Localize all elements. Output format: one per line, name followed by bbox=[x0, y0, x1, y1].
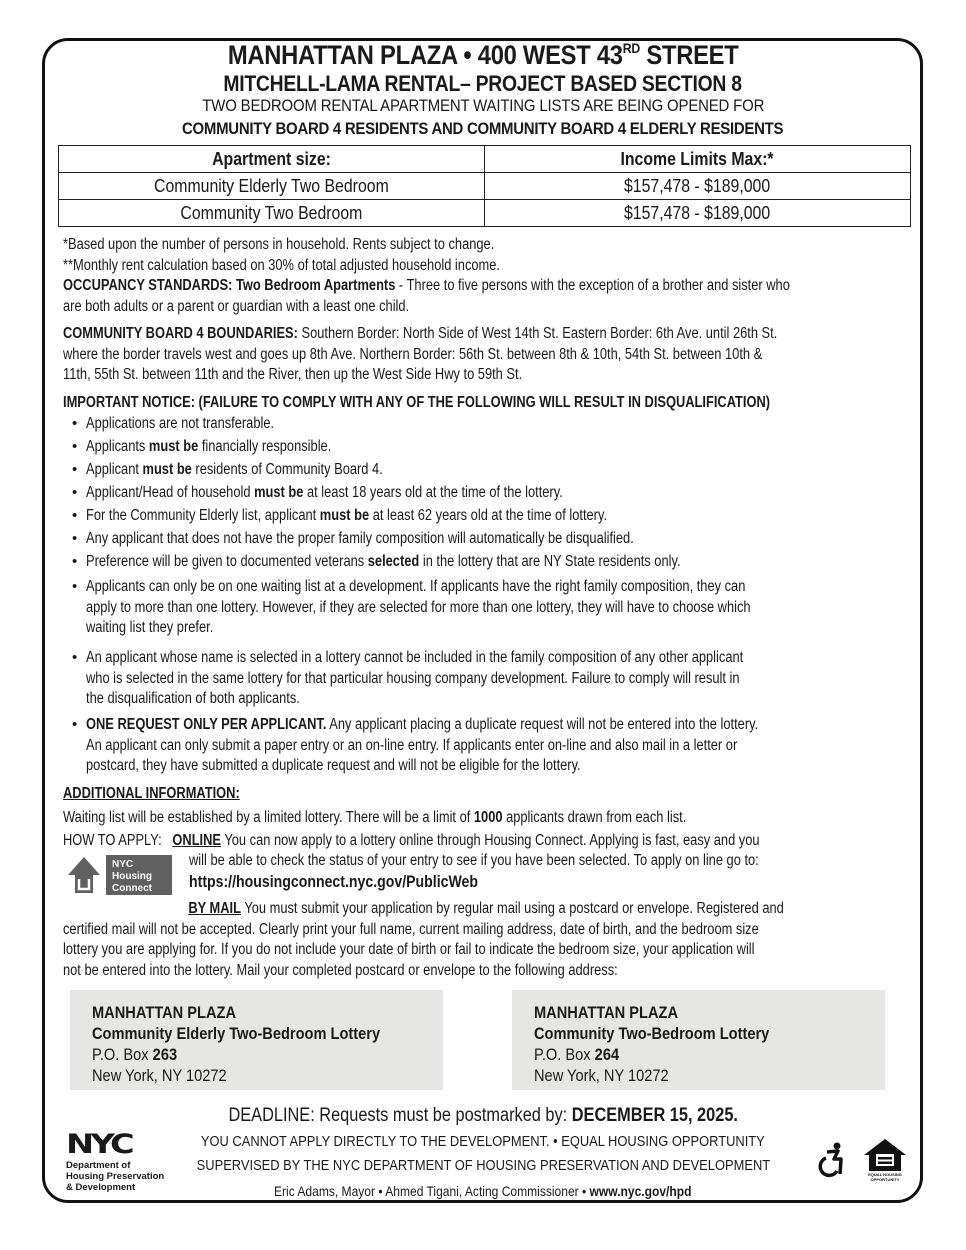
table-row bbox=[59, 200, 911, 227]
svg-text:NYC: NYC bbox=[112, 859, 134, 870]
table-cell: Community Elderly Two Bedroom bbox=[59, 173, 485, 200]
address-name: MANHATTAN PLAZA bbox=[92, 1003, 237, 1022]
hpd-website-link[interactable]: www.nyc.gov/hpd bbox=[589, 1183, 692, 1199]
list-item: • An applicant whose name is selected in a lottery cannot be included in the family composition of any other applicant who is selected in the same lottery for that particular housing company development. Failure to comply will result in the disqualification of both applicants. bbox=[72, 648, 902, 715]
table-row bbox=[59, 173, 911, 200]
online-label: ONLINE bbox=[172, 832, 222, 849]
table-header-row bbox=[59, 146, 911, 173]
nyc-hpd-logo: NYC Department of Housing Preservation & Development bbox=[66, 1128, 165, 1193]
address-lottery: Community Two-Bedroom Lottery bbox=[534, 1024, 770, 1043]
important-notice-heading: IMPORTANT NOTICE: (FAILURE TO COMPLY WITH ANY OF THE FOLLOWING WILL RESULT IN DISQUALIFICATION) bbox=[63, 394, 771, 411]
boundaries-line: COMMUNITY BOARD 4 BOUNDARIES: Southern Border: North Side of West 14th St. Eastern Border: 6th Ave. until 26th St. bbox=[63, 325, 778, 342]
accessibility-icon bbox=[818, 1142, 848, 1178]
by-mail-label: BY MAIL bbox=[188, 900, 241, 917]
footnote-income: *Based upon the number of persons in household. Rents subject to change. bbox=[63, 236, 495, 253]
audience-line: COMMUNITY BOARD 4 RESIDENTS AND COMMUNITY BOARD 4 ELDERLY RESIDENTS bbox=[182, 119, 784, 138]
address-box-elderly bbox=[70, 990, 443, 1090]
address-lottery: Community Elderly Two-Bedroom Lottery bbox=[92, 1024, 381, 1043]
housing-connect-link[interactable]: https://housingconnect.nyc.gov/PublicWeb bbox=[189, 871, 479, 891]
list-item: • Any applicant that does not have the proper family composition will automatically be disqualified. bbox=[72, 529, 902, 552]
page-title: MANHATTAN PLAZA • 400 WEST 43RD STREET bbox=[227, 40, 739, 70]
officials-line: Eric Adams, Mayor • Ahmed Tigani, Acting Commissioner • www.nyc.gov/hpd bbox=[274, 1183, 692, 1199]
deadline: DEADLINE: Requests must be postmarked by: DECEMBER 15, 2025. bbox=[228, 1105, 738, 1126]
list-item: • Applications are not transferable. bbox=[72, 414, 902, 437]
boundaries-section bbox=[63, 324, 903, 386]
equal-housing-opportunity-icon bbox=[862, 1137, 908, 1183]
housing-connect-logo bbox=[66, 853, 174, 897]
address-box-community bbox=[512, 990, 885, 1090]
list-item: • Applicant must be residents of Community Board 4. bbox=[72, 460, 902, 483]
notes-section bbox=[63, 235, 903, 317]
boundaries-line: 11th, 55th St. between 11th and the River, then up the West Side Hwy to 59th St. bbox=[63, 366, 523, 383]
column-header-apartment-size: Apartment size: bbox=[59, 146, 485, 173]
footnote-rent: **Monthly rent calculation based on 30% of total adjusted household income. bbox=[63, 256, 500, 274]
how-to-apply-online: HOW TO APPLY: ONLINE You can now apply to a lottery online through Housing Connect. Applying is fast, easy and you bbox=[63, 832, 760, 849]
address-name: MANHATTAN PLAZA bbox=[534, 1003, 679, 1022]
address-po-box: P.O. Box 263 bbox=[92, 1045, 178, 1064]
address-city: New York, NY 10272 bbox=[92, 1066, 227, 1085]
by-mail-section: BY MAIL You must submit your application by regular mail using a postcard or envelope. Registered and certified mail will not be accepted. Clearly print your full name, current mailing address, date of birth, and the bedroom size lottery you are applying for. If you do not include your date of birth or fail to indicate the bedroom size, your application will not be entered into the lottery. Mail your completed postcard or envelope to the following address: bbox=[63, 900, 784, 979]
online-details: will be able to check the status of your entry to see if you have been selected. To apply on line go to: https://housingconnect.nyc.gov/PublicWeb bbox=[189, 851, 909, 892]
address-city: New York, NY 10272 bbox=[534, 1066, 669, 1085]
list-item: • Applicants must be financially responsible. bbox=[72, 437, 902, 460]
list-item: • Preference will be given to documented veterans selected in the lottery that are NY State residents only. bbox=[72, 552, 902, 577]
svg-text:Connect: Connect bbox=[112, 883, 152, 894]
table-cell: $157,478 - $189,000 bbox=[485, 173, 911, 200]
occupancy-standards: OCCUPANCY STANDARDS: Two Bedroom Apartments - Three to five persons with the exception of a brother and sister who bbox=[63, 277, 790, 294]
equal-housing-notice: YOU CANNOT APPLY DIRECTLY TO THE DEVELOPMENT. • EQUAL HOUSING OPPORTUNITY bbox=[201, 1133, 765, 1150]
svg-text:EQUAL HOUSING: EQUAL HOUSING bbox=[868, 1172, 902, 1177]
list-item: • For the Community Elderly list, applicant must be at least 62 years old at the time of lottery. bbox=[72, 506, 902, 529]
table-cell: Community Two Bedroom bbox=[59, 200, 485, 227]
address-po-box: P.O. Box 264 bbox=[534, 1045, 620, 1064]
svg-text:OPPORTUNITY: OPPORTUNITY bbox=[870, 1177, 900, 1182]
waiting-list-info: Waiting list will be established by a limited lottery. There will be a limit of 1000 applicants drawn from each list. bbox=[63, 808, 687, 826]
notice-bullet-list bbox=[72, 414, 902, 780]
list-item: • Applicants can only be on one waiting list at a development. If applicants have the right family composition, they can apply to more than one lottery. However, if they are selected for more than one lottery, they will have to choose which waiting list they prefer. bbox=[72, 577, 902, 648]
table-cell: $157,478 - $189,000 bbox=[485, 200, 911, 227]
svg-text:Housing: Housing bbox=[112, 871, 152, 882]
list-item: • Applicant/Head of household must be at least 18 years old at the time of the lottery. bbox=[72, 483, 902, 506]
boundaries-line: where the border travels west and goes up 8th Ave. Northern Border: 56th St. between 8th & 10th, 54th St. between 10th & bbox=[63, 345, 763, 363]
supervised-notice: SUPERVISED BY THE NYC DEPARTMENT OF HOUSING PRESERVATION AND DEVELOPMENT bbox=[196, 1157, 770, 1174]
additional-info-heading: ADDITIONAL INFORMATION: bbox=[63, 785, 240, 802]
occupancy-standards-cont: are both adults or a parent or guardian with a least one child. bbox=[63, 297, 410, 315]
additional-info-section bbox=[63, 784, 903, 828]
intro-line: TWO BEDROOM RENTAL APARTMENT WAITING LISTS ARE BEING OPENED FOR bbox=[202, 96, 764, 115]
list-item: • ONE REQUEST ONLY PER APPLICANT. Any applicant placing a duplicate request will not be entered into the lottery. An applicant can only submit a paper entry or an on-line entry. If applicants enter on-line and also mail in a letter or postcard, they have submitted a duplicate request and will not be eligible for the lottery. bbox=[72, 715, 902, 780]
nyc-wordmark: NYC bbox=[66, 1128, 132, 1160]
income-limits-table bbox=[58, 145, 911, 227]
page-subtitle: MITCHELL-LAMA RENTAL– PROJECT BASED SECTION 8 bbox=[223, 71, 743, 96]
column-header-income-limits: Income Limits Max:* bbox=[485, 146, 911, 173]
how-to-apply-label: HOW TO APPLY: bbox=[63, 832, 162, 849]
